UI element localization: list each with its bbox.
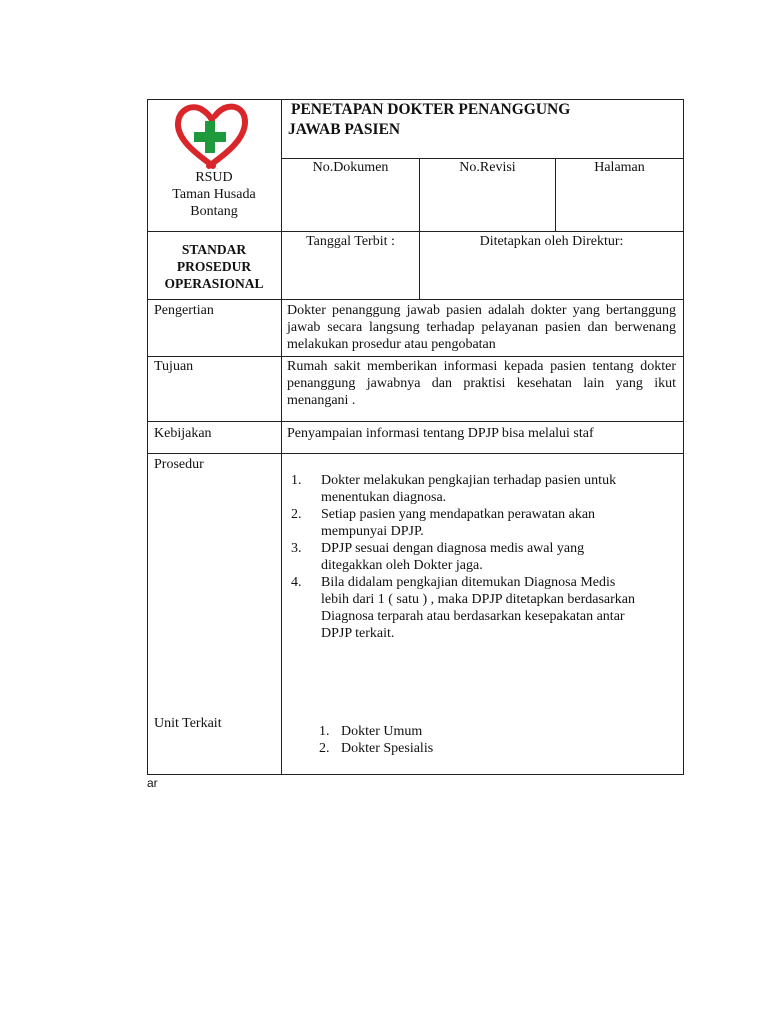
- unit-name: Dokter Spesialis: [341, 741, 434, 756]
- document-title-line-1: PENETAPAN DOKTER PENANGGUNG: [291, 101, 571, 118]
- unit-number: 1.: [319, 724, 330, 739]
- dokumen-revisi-divider: [419, 158, 420, 299]
- institution-line-city: Bontang: [190, 204, 238, 219]
- sop-label-line-2: PROSEDUR: [176, 259, 252, 274]
- list-item: [291, 472, 681, 506]
- institution-line-rsud: RSUD: [195, 170, 233, 185]
- pengertian-row-divider: [147, 356, 683, 357]
- step-number: 2.: [291, 507, 302, 522]
- kebijakan-label: Kebijakan: [154, 426, 212, 441]
- list-item: [319, 740, 619, 757]
- heart-cross-icon: [175, 103, 249, 169]
- step-number: 3.: [291, 541, 302, 556]
- prosedur-steps: [291, 472, 681, 642]
- step-line: ditegakkan oleh Dokter jaga.: [321, 558, 483, 573]
- halaman-label: Halaman: [594, 160, 645, 175]
- ditetapkan-label: Ditetapkan oleh Direktur:: [479, 234, 624, 249]
- pengertian-label: Pengertian: [154, 303, 214, 318]
- document-title-line-2: JAWAB PASIEN: [288, 121, 401, 138]
- list-item: [291, 574, 681, 642]
- prosedur-label: Prosedur: [154, 457, 204, 472]
- step-line: Bila didalam pengkajian ditemukan Diagnosa Medis: [321, 575, 616, 590]
- step-line: menentukan diagnosa.: [321, 490, 447, 505]
- sop-label-line-1: STANDAR: [181, 242, 247, 257]
- step-line: lebih dari 1 ( satu ) , maka DPJP ditetapkan berdasarkan: [321, 592, 636, 607]
- unit-name: Dokter Umum: [341, 724, 423, 739]
- institution-line-name: Taman Husada: [172, 187, 256, 202]
- tanggal-terbit-label: Tanggal Terbit :: [306, 234, 395, 249]
- sop-document: [147, 99, 684, 775]
- tujuan-label: Tujuan: [154, 359, 194, 374]
- pengertian-text: Dokter penanggung jawab pasien adalah dokter yang bertanggung jawab secara langsung terhadap pelayanan pasien dan berwenang melakukan prosedur atau pengobatan: [287, 303, 676, 352]
- sop-row-divider: [147, 299, 683, 300]
- list-item: [319, 723, 619, 740]
- step-number: 4.: [291, 575, 302, 590]
- no-revisi-label: No.Revisi: [459, 160, 516, 175]
- sop-label-line-3: OPERASIONAL: [164, 276, 264, 291]
- footer-note: ar: [147, 776, 158, 790]
- kebijakan-row-divider: [147, 453, 683, 454]
- header-row-divider: [147, 231, 683, 232]
- hospital-logo: [175, 103, 249, 169]
- unit-number: 2.: [319, 741, 330, 756]
- step-line: Dokter melakukan pengkajian terhadap pasien untuk: [321, 473, 617, 488]
- kebijakan-text: Penyampaian informasi tentang DPJP bisa melalui staf: [287, 426, 594, 441]
- unit-terkait-list: [319, 723, 619, 757]
- left-column-divider: [281, 99, 282, 775]
- step-number: 1.: [291, 473, 302, 488]
- list-item: [291, 540, 681, 574]
- step-line: DPJP sesuai dengan diagnosa medis awal yang: [321, 541, 585, 556]
- step-line: mempunyai DPJP.: [321, 524, 424, 539]
- no-dokumen-label: No.Dokumen: [312, 160, 389, 175]
- step-line: DPJP terkait.: [321, 626, 395, 641]
- tujuan-row-divider: [147, 421, 683, 422]
- step-line: Diagnosa terparah atau berdasarkan kesepakatan antar: [321, 609, 625, 624]
- unit-terkait-label: Unit Terkait: [154, 716, 222, 731]
- step-line: Setiap pasien yang mendapatkan perawatan akan: [321, 507, 596, 522]
- tujuan-text: Rumah sakit memberikan informasi kepada pasien tentang dokter penanggung jawabnya dan praktisi kesehatan lain yang ikut menangani .: [287, 359, 676, 408]
- list-item: [291, 506, 681, 540]
